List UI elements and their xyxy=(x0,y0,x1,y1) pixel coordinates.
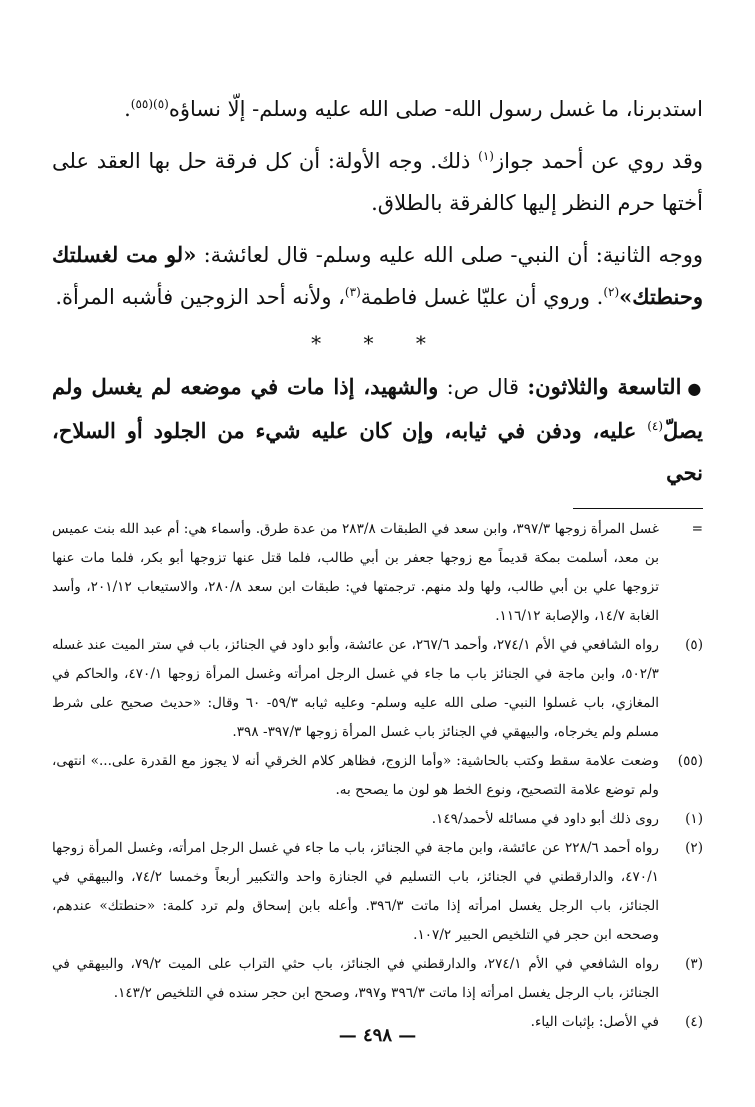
hadith-quote: «لو مت لغسلتك وحنطتك» xyxy=(52,242,703,309)
paragraph-1-text: استدبرنا، ما غسل رسول الله- صلى الله عليه وسلم- إلّا نساؤه xyxy=(168,97,703,121)
footnote-number: = xyxy=(691,521,703,537)
paragraph-4-text-c: عليه، ودفن في ثيابه، وإن كان عليه شيء من الجلود أو السلاح، نحي xyxy=(52,418,703,485)
paragraph-2-text-b: ذلك. وجه الأولة: أن كل فرقة حل بها العقد على أختها حرم النظر إليها كالفرقة بالطلاق. xyxy=(52,149,703,215)
footnote-number: (١) xyxy=(685,811,703,827)
section-divider: * * * xyxy=(311,331,444,355)
paragraph-3 xyxy=(52,234,703,318)
paragraph-3-text-b: . وروي أن عليّا غسل فاطمة xyxy=(360,285,604,309)
footnote-text: رواه الشافعي في الأم ٢٧٤/١، وأحمد ٢٦٧/٦، عن عائشة، وأبو داود في الجنائز، باب في ستر الميت عند غسله ٥٠٢/٣، وابن ماجة في الجنائز باب ما جاء في غسل الرجل امرأته وغسل المرأة زوجها ٤٧٠/١، والحاكم في المغازي، باب غسلوا النبي- صلى الله عليه وسلم- وعليه ثيابه ٥٩/٣- ٦٠ وقال: «حديث صحيح على شرط مسلم ولم يخرجاه، والبيهقي في الجنائز باب غسل المرأة زوجها ٣٩٧/٣- ٣٩٨. xyxy=(52,637,659,740)
footnote-number: (٢) xyxy=(685,840,703,856)
paragraph-4-text-a: قال ص: xyxy=(438,375,528,399)
paragraph-3-text-c: ، ولأنه أحد الزوجين فأشبه المرأة. xyxy=(55,285,345,309)
footnote-item xyxy=(52,747,703,805)
paragraph-4 xyxy=(52,366,703,494)
footnote-item xyxy=(52,950,703,1008)
paragraph-4-text-b: والشهيد، إذا مات في موضعه لم يغسل ولم يصلّ xyxy=(52,374,703,443)
page xyxy=(52,88,703,1107)
paragraph-2-text-a: وقد روي عن أحمد جواز xyxy=(493,149,703,173)
bullet-icon: ● xyxy=(687,379,704,398)
footnote-separator xyxy=(573,508,703,509)
paragraph-2 xyxy=(52,140,703,224)
footnote-text: رواه أحمد ٢٢٨/٦ عن عائشة، وابن ماجة في الجنائز، باب ما جاء في غسل الرجل امرأته، وغسل المرأة زوجها ٤٧٠/١، والدارقطني في الجنائز، باب التسليم في الجنازة واحد والتكبير أربعاً وخمسا ٧٤/٢، والبيهقي في الجنائز، باب الرجل يغسل امرأته إذا ماتت ٣٩٦/٣. وأعله بابن إسحاق ولم ترد كلمة: «حنطتك» عندهم، وصححه ابن حجر في التلخيص الحبير ١٠٧/٢. xyxy=(52,840,659,943)
footnote-text: رواه الشافعي في الأم ٢٧٤/١، والدارقطني في الجنائز، باب حثي التراب على الميت ٧٩/٢، والبيهقي في الجنائز، باب الرجل يغسل امرأته إذا ماتت ٣٩٦/٣ و٣٩٧، وصحح ابن حجر سنده في التلخيص ١٤٣/٢. xyxy=(52,956,659,1001)
footnote-ref-1[interactable]: (١) xyxy=(478,149,494,163)
footnote-ref-2[interactable]: (٢) xyxy=(603,285,620,299)
footnote-number: (٥) xyxy=(685,637,703,653)
footnote-text: في الأصل: بإثبات الياء. xyxy=(530,1014,659,1030)
footnote-ref-5[interactable]: (٥)(٥٥) xyxy=(130,97,169,111)
paragraph-1 xyxy=(52,88,703,130)
footnote-item xyxy=(52,805,703,834)
section-heading: التاسعة والثلاثون: xyxy=(527,374,682,399)
footnote-item xyxy=(52,834,703,950)
footnote-item xyxy=(52,515,703,631)
footnotes xyxy=(52,515,703,1037)
main-text xyxy=(52,88,703,494)
footnote-number: (٥٥) xyxy=(677,753,703,769)
footnote-item xyxy=(52,631,703,747)
paragraph-1-end: . xyxy=(124,97,131,121)
paragraph-3-text-a: ووجه الثانية: أن النبي- صلى الله عليه وسلم- قال لعائشة: xyxy=(196,243,703,267)
footnote-text: غسل المرأة زوجها ٣٩٧/٣، وابن سعد في الطبقات ٢٨٣/٨ من عدة طرق. وأسماء هي: أم عبد الله بنت عميس بن معد، أسلمت بمكة قديماً مع زوجها جعفر بن أبي طالب، فلما قتل عنها تزوجها أبو بكر، فلما مات عنها تزوجها علي بن أبي طالب، ولها ولد منهم. ترجمتها في: طبقات ابن سعد ٢٨٠/٨، والاستيعاب ٢٠١/١٢، وأسد الغابة ١٤/٧، والإصابة ١١٦/١٢. xyxy=(52,521,659,624)
footnote-text: روى ذلك أبو داود في مسائله لأحمد/١٤٩. xyxy=(431,811,659,827)
footnote-ref-4[interactable]: (٤) xyxy=(647,419,664,433)
footnote-number: (٤) xyxy=(685,1014,703,1030)
page-number: — ٤٩٨ — xyxy=(338,1025,417,1046)
footnote-text: وضعت علامة سقط وكتب بالحاشية: «وأما الزوج، فظاهر كلام الخرقي أنه لا يجوز مع القدرة على...» انتهى، ولم توضع علامة التصحيح، ونوع الخط هو لون ما يصحح به. xyxy=(52,753,659,798)
footnote-ref-3[interactable]: (٣) xyxy=(344,285,361,299)
footnote-number: (٣) xyxy=(685,956,703,972)
